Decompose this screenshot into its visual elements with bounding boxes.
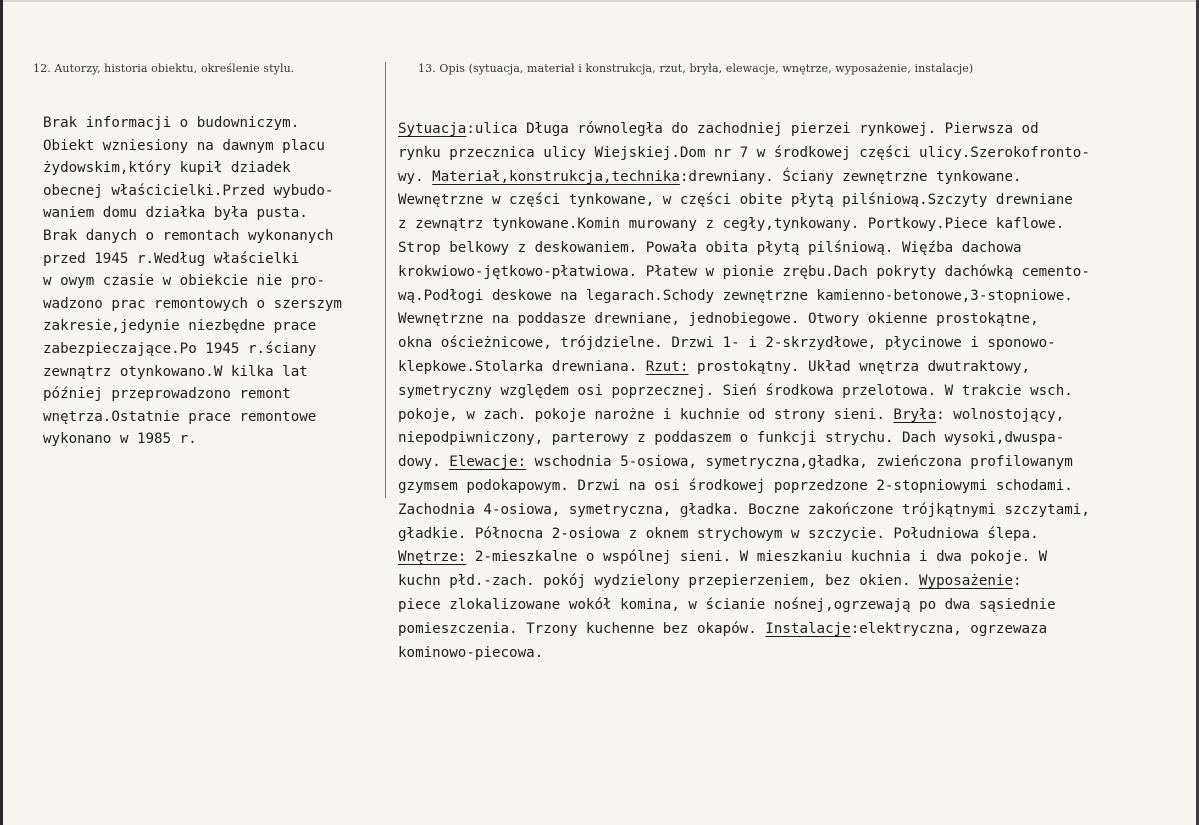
description-line <box>398 142 1090 166</box>
description-line <box>398 285 1090 309</box>
line-text: :drewniany. Ściany zewnętrzne tynkowane. <box>679 168 1022 185</box>
left-text-line: później przeprowadzono remont <box>43 386 291 403</box>
left-text-line: wadzono prac remontowych o szerszym <box>43 295 342 312</box>
description-line <box>398 594 1090 618</box>
line-text: wschodnia 5-osiowa, symetryczna,gładka, zwieńczona profilowanym <box>526 454 1073 471</box>
left-text-line: obecnej właścicielki.Przed wybudo- <box>43 182 334 199</box>
description-line <box>398 499 1090 523</box>
description-line <box>398 380 1090 404</box>
line-text: : wolnostojący, <box>936 406 1065 423</box>
section-13-header: 13. Opis (sytuacja, materiał i konstrukcja, rzut, bryła, elewacje, wnętrze, wyposażenie, instalacje) <box>418 62 974 75</box>
description-line <box>398 642 1090 666</box>
description-line <box>398 261 1090 285</box>
line-text: okna ościeżnicowe, trójdzielne. Drzwi 1- i 2-skrzydłowe, płycinowe i sponowo- <box>398 335 1056 352</box>
description-line <box>398 332 1090 356</box>
description-line <box>398 166 1090 190</box>
section-heading-underlined: Materiał,konstrukcja,technika <box>432 168 680 185</box>
section-heading-underlined: Rzut: <box>645 358 689 375</box>
description-line <box>398 570 1090 594</box>
line-text: :elektryczna, ogrzewaza <box>850 620 1048 637</box>
section-12-header: 12. Autorzy, historia obiektu, określenie stylu. <box>33 62 295 75</box>
line-text: kominowo-piecowa. <box>398 644 544 661</box>
line-text: Wewnętrzne na poddasze drewniane, jednobiegowe. Otwory okienne prostokątne, <box>398 311 1039 328</box>
left-text-line: wnętrza.Ostatnie prace remontowe <box>43 408 317 425</box>
description-text <box>398 118 1090 665</box>
line-text: : <box>1013 573 1022 590</box>
line-prefix: kuchn płd.-zach. pokój wydzielony przepierzeniem, bez okien. <box>398 573 920 590</box>
left-text-line: zakresie,jedynie niezbędne prace <box>43 318 317 335</box>
line-text: gładkie. Północna 2-osiowa z oknem strychowym w szczycie. Południowa ślepa. <box>398 525 1039 542</box>
line-text: 2-mieszkalne o wspólnej sieni. W mieszkaniu kuchnia i dwa pokoje. W <box>466 549 1048 566</box>
left-text-line: wykonano w 1985 r. <box>43 431 197 448</box>
description-line <box>398 118 1090 142</box>
line-text: symetryczny względem osi poprzecznej. Sień środkowa przelotowa. W trakcie wsch. <box>398 382 1073 399</box>
line-text: Strop belkowy z deskowaniem. Powała obita płytą pilśniową. Więźba dachowa <box>398 239 1022 256</box>
top-edge <box>3 0 1199 2</box>
column-divider <box>385 62 386 498</box>
description-line <box>398 237 1090 261</box>
description-line <box>398 546 1090 570</box>
line-prefix: wy. <box>398 168 433 185</box>
authors-history-text <box>43 112 342 451</box>
description-line <box>398 618 1090 642</box>
line-prefix: dowy. <box>398 454 450 471</box>
line-text: :ulica Długa równoległa do zachodniej pierzei rynkowej. Pierwsza od <box>466 121 1039 137</box>
section-heading-underlined: Instalacje <box>765 620 851 637</box>
line-text: Zachodnia 4-osiowa, symetryczna, gładka. Boczne zakończone trójkątnymi szczytami, <box>398 501 1090 518</box>
line-prefix: klepkowe.Stolarka drewniana. <box>398 358 646 375</box>
section-heading-underlined: Bryła <box>893 406 937 423</box>
section-heading-underlined: Elewacje: <box>449 454 527 471</box>
line-text: pomieszczenia. Trzony kuchenne bez okapów. <box>398 620 766 637</box>
left-text-line: Brak informacji o budowniczym. <box>43 115 300 131</box>
description-line <box>398 213 1090 237</box>
line-text: z zewnątrz tynkowane.Komin murowany z cegły,tynkowany. Portkowy.Piece kaflowe. <box>398 216 1065 233</box>
left-text-line: Brak danych o remontach wykonanych <box>43 227 334 244</box>
line-text: prostokątny. Układ wnętrza dwutraktowy, <box>688 358 1031 375</box>
line-text: gzymsem podokapowym. Drzwi na osi środkowej poprzedzone 2-stopniowymi schodami. <box>398 477 1073 494</box>
line-text: krokwiowo-jętkowo-płatwiowa. Płatew w pionie zrębu.Dach pokryty dachówką cemento- <box>398 263 1090 280</box>
line-text: piece zlokalizowane wokół komina, w ścianie nośnej,ogrzewają po dwa sąsiednie <box>398 596 1056 613</box>
left-text-line: zabezpieczające.Po 1945 r.ściany <box>43 340 317 357</box>
description-line <box>398 308 1090 332</box>
left-text-line: Obiekt wzniesiony na dawnym placu <box>43 137 325 154</box>
line-text: rynku przecznica ulicy Wiejskiej.Dom nr 7 w środkowej części ulicy.Szerokofronto- <box>398 144 1090 161</box>
description-line <box>398 356 1090 380</box>
left-text-line: żydowskim,który kupił dziadek <box>43 160 291 177</box>
section-heading-underlined: Wnętrze: <box>398 549 467 566</box>
left-text-line: w owym czasie w obiekcie nie pro- <box>43 273 325 290</box>
line-text: wą.Podłogi deskowe na legarach.Schody zewnętrzne kamienno-betonowe,3-stopniowe. <box>398 287 1073 304</box>
left-text-line: waniem domu działka była pusta. <box>43 205 308 222</box>
line-text: Wewnętrzne w części tynkowane, w części obite płytą pilśniową.Szczyty drewniane <box>398 192 1073 209</box>
left-text-line: zewnątrz otynkowano.W kilka lat <box>43 363 308 380</box>
section-heading-underlined: Wyposażenie <box>919 573 1014 590</box>
line-prefix: pokoje, w zach. pokoje narożne i kuchnie od strony sieni. <box>398 406 894 423</box>
description-line <box>398 189 1090 213</box>
description-line <box>398 475 1090 499</box>
description-line <box>398 427 1090 451</box>
description-line <box>398 404 1090 428</box>
line-text: niepodpiwniczony, parterowy z poddaszem o funkcji strychu. Dach wysoki,dwuspa- <box>398 430 1065 447</box>
description-line <box>398 451 1090 475</box>
section-heading-underlined: Sytuacja <box>398 121 467 137</box>
left-text-line: przed 1945 r.Według właścielki <box>43 250 300 267</box>
description-line <box>398 523 1090 547</box>
